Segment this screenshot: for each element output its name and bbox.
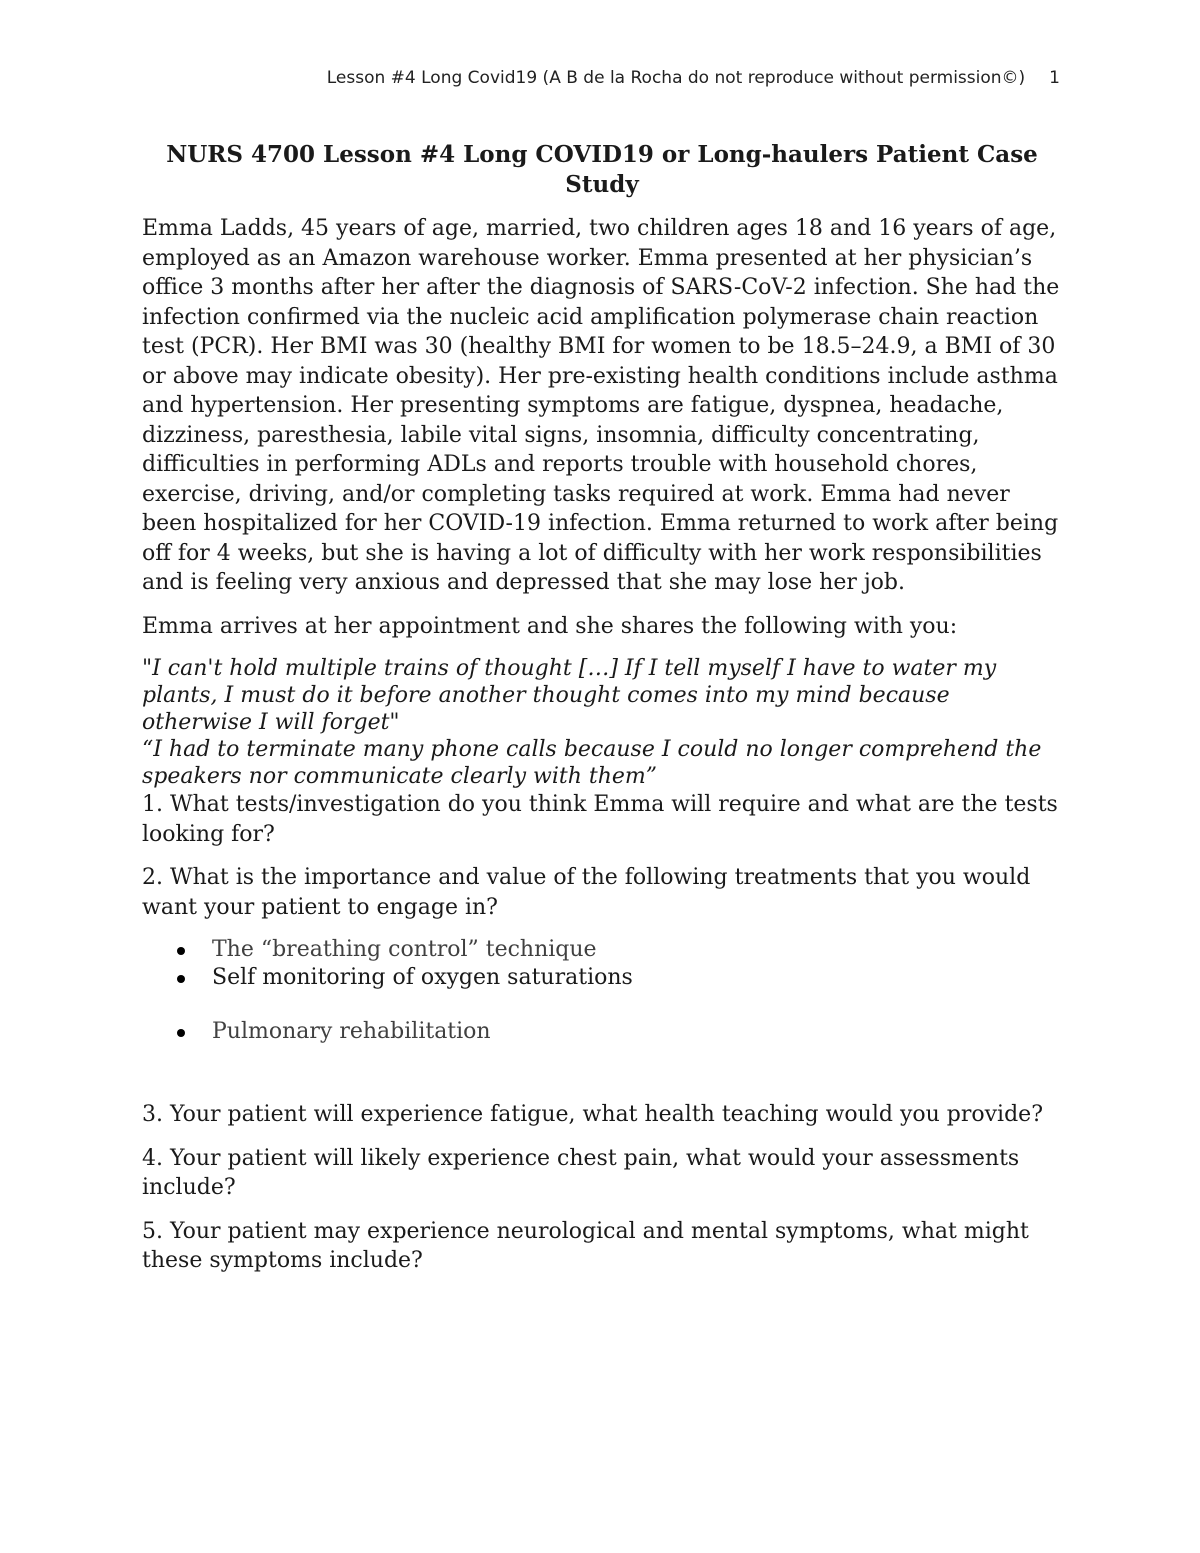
list-item: The “breathing control” technique xyxy=(212,936,1062,964)
question-5: 5. Your patient may experience neurological and mental symptoms, what might these symptoms include? xyxy=(142,1218,1029,1273)
list-item: Self monitoring of oxygen saturations xyxy=(212,964,1062,992)
page-header xyxy=(280,68,1060,88)
question-1: 1. What tests/investigation do you think Emma will require and what are the tests looking for? xyxy=(142,792,1058,847)
page-number: 1 xyxy=(1049,68,1060,88)
running-header-title: Lesson #4 Long Covid19 (A B de la Rocha do not reproduce without permission©) xyxy=(326,68,1026,88)
question-4: 4. Your patient will likely experience chest pain, what would your assessments include? xyxy=(142,1145,1020,1200)
patient-quotes xyxy=(142,655,1062,790)
patient-quote: "I can't hold multiple trains of thought […] If I tell myself I have to water my plants, I must do it before another thought comes into my mind because otherwise I will forget" xyxy=(142,656,997,735)
document-title: NURS 4700 Lesson #4 Long COVID19 or Long-haulers Patient Case Study xyxy=(166,141,1038,198)
intro-line: Emma arrives at her appointment and she shares the following with you: xyxy=(142,613,958,639)
patient-quote: “I had to terminate many phone calls because I could no longer comprehend the speakers nor communicate clearly with them” xyxy=(142,737,1042,789)
question-3: 3. Your patient will experience fatigue, what health teaching would you provide? xyxy=(142,1102,1043,1127)
question-2: 2. What is the importance and value of the following treatments that you would want your patient to engage in? xyxy=(142,865,1031,920)
list-item: Pulmonary rehabilitation xyxy=(212,1018,1062,1046)
spacer xyxy=(142,1056,1062,1100)
case-paragraph: Emma Ladds, 45 years of age, married, two children ages 18 and 16 years of age, employed as an Amazon warehouse worker. Emma presented at her physician’s office 3 months after her after the diagnosis of SARS-CoV-2 infection. She had the infection confirmed via the nucleic acid amplification polymerase chain reaction test (PCR). Her BMI was 30 (healthy BMI for women to be 18.5–24.9, a BMI of 30 or above may indicate obesity). Her pre-existing health conditions include asthma and hypertension. Her presenting symptoms are fatigue, dyspnea, headache, dizziness, paresthesia, labile vital signs, insomnia, difficulty concentrating, difficulties in performing ADLs and reports trouble with household chores, exercise, driving, and/or completing tasks required at work. Emma had never been hospitalized for her COVID-19 infection. Emma returned to work after being off for 4 weeks, but she is having a lot of difficulty with her work responsibilities and is feeling very anxious and depressed that she may lose her job. xyxy=(142,216,1060,595)
document-body xyxy=(142,140,1062,1290)
treatment-list xyxy=(142,936,1062,1046)
